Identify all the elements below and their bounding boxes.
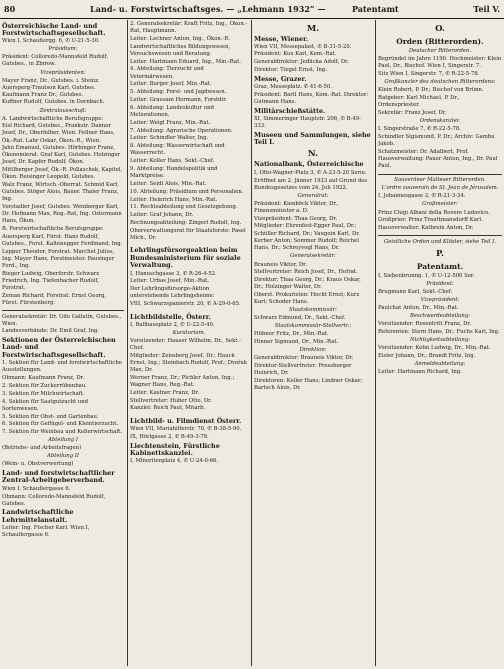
entry-text: Direktor: Tiegel Ernst, Ing. xyxy=(254,67,328,74)
entry-text: Kerber Anton; Sommer Rudolf; Reichel Hans, Dr.; Schreyvogl Hans, Dr. xyxy=(254,238,359,252)
entry-text: Leiter: Lechner Anton, Ing., Ökon.-R. xyxy=(130,35,230,42)
entry-text: Der Lehrlingsfürsorge-Aktion unterstehende Lehrlingsheime: xyxy=(130,286,215,300)
entry-text: 1. Sektion für Land- und forstwirtschaftliche Ausstellungen. xyxy=(2,360,122,374)
column-4 xyxy=(376,21,504,665)
entry-text: Schwarz Edmund, Dr., Sekt.-Chef. xyxy=(254,315,346,322)
entry-text: Schindler Sigismund, P. Dr.; Archiv: Gambu Jakob. xyxy=(378,133,495,147)
entry-text: Eisler Johann, Dr.; Brandl Fritz, Ing. xyxy=(378,353,476,360)
entry-text: Vorstadler Josef, Gutsbes. Weinberger Karl, Dr. Hofmann Max, Reg.-Rat, Ing. Ostermann Hans, Ökon. xyxy=(2,204,122,225)
entry-text: Vorsitzender: Rosentritt Franz, Dr. xyxy=(378,321,472,328)
entry-text: Obmann: Colloredo-Mannsfeld Rudolf, Gutsbes. xyxy=(2,493,106,507)
entry-text: Präsident: Bartl Hans, Kom.-Rat. Direktor: Gutmann Hans. xyxy=(254,91,369,105)
entry-text: Leiter: Hartmann Eduard, Ing., Min.-Rat. xyxy=(130,58,241,65)
entry-subheading: Ordenskanzlei: xyxy=(419,117,461,124)
entry-text: Wien VII, Messepalast, ✆ B-31-5-20. Präsident: Kux Karl, Kom.-Rat. xyxy=(254,44,352,58)
entry-subheading: Anmeldeabteilung: xyxy=(414,361,466,368)
entry-text: Brugmann Karl, Sekt.-Chef. xyxy=(378,289,453,296)
letter-heading: O. xyxy=(435,24,445,34)
divider xyxy=(378,235,502,236)
entry-subheading: Kuratorium. xyxy=(172,329,206,336)
entry-text: Auersperg Karl, Fürst. Hans Rudolf, Gutsbes., Forst. Kaltenegger Ferdinand, Ing. xyxy=(2,233,123,247)
entry-text: I, Hanuschgasse 3, ✆ R-26-4-52. xyxy=(130,270,217,277)
entry-text: Stellvertreter: Huber Otto, Dr. xyxy=(130,397,212,404)
entry-text: 10. Abteilung: Präsidium und Personalien. xyxy=(130,188,244,195)
entry-text: Kanzlei: Reich Paul, Mitarb. xyxy=(130,405,206,412)
entry-subheading: Präsident: xyxy=(426,281,454,288)
entry-text: I, Johannesgasse 2, ✆ R-21-3-34. xyxy=(378,193,466,200)
entry-text: Direktor-Stellvertreter: Pressburger Heinrich, Dr. xyxy=(254,363,352,377)
column-3 xyxy=(252,21,374,665)
entry-heading: Lehrlingsfürsorgeaktion beim Bundesministerium für soziale Verwaltung. xyxy=(130,246,241,270)
entry-text: Vorsitzender: Kohn Ludwig, Dr., Min.-Rat. xyxy=(378,345,491,352)
entry-text: I, Ballhausplatz 2, ✆ U-22-5-40. xyxy=(130,321,215,328)
entry-text: Leiter: Schindler Walter, Ing. xyxy=(130,135,209,142)
entry-heading: Nationalbank, Österreichische xyxy=(254,160,364,169)
entry-text: Eröffnet am 2. Jänner 1923 auf Grund des Bundesgesetzes vom 24. Juli 1922. xyxy=(254,177,368,191)
letter-heading: N. xyxy=(307,149,319,160)
entry-text: Präsident: Kienböck Viktor, Dr., Finanzminister a. D. xyxy=(254,200,339,214)
entry-text: Leiter: Seidl Alois, Min.-Rat. xyxy=(130,180,207,187)
entry-text: 9. Abteilung: Handelspolitik und Marktpreise. xyxy=(130,166,218,180)
entry-text: Referenten: Stern Hans, Dr.; Fuchs Karl, Ing. xyxy=(378,329,500,336)
volume-label: Teil V. xyxy=(473,4,500,14)
entry-heading: Sektionen der Österreichischen Land- und Forstwirtschaftsgesellschaft. xyxy=(2,336,116,359)
page-header xyxy=(0,0,504,19)
entry-subheading: Deutscher Ritterorden. xyxy=(408,48,472,54)
entry-text: Mayer Franz, Dr., Gutsbes. i. Steinz. Auersperg-Trautson Karl, Gutsbes. Kaufmann Franz Dr., Gutsbes. xyxy=(2,77,100,98)
entry-heading: Lichtbild- u. Filmdienst Österr. xyxy=(130,416,242,425)
entry-text: A. Landwirtschaftliche Berufsgruppe: xyxy=(2,115,104,122)
section-heading: Orden (Ritterorden). xyxy=(396,37,484,46)
entry-text: Leiter: Koller Hans, Sekt.-Chef. xyxy=(130,158,215,165)
entry-text: VIII, Schwarzspanierstr. 20, ✆ A-29-0-65. xyxy=(130,301,241,308)
entry-text: (Wein- u. Obstverwertung) xyxy=(2,461,74,468)
entry-text: Lepper Theodor, Forstrat. Marchet Julius, Ing. Mayer Hans, Forstmeister. Pausinger Ferd., Ing. xyxy=(2,248,115,269)
entry-heading: Museen und Sammlungen, siehe Teil I. xyxy=(254,130,371,146)
entry-text: Paulchat Anton, Dr., Min.-Rat. xyxy=(378,305,459,312)
entry-subheading: Nichtigkeitsabteilung: xyxy=(409,337,470,344)
entry-text: Klein Robert, P. Dr.; Bischof von Brünn. xyxy=(378,87,484,94)
entry-text: Landesverbände: Dr. Emil Graf, Ing. xyxy=(2,328,100,335)
entry-text: B. Forstwirtschaftliche Berufsgruppe: xyxy=(2,226,104,233)
entry-heading: Liechtenstein, Fürstliche Kabinettskanzlei. xyxy=(130,441,220,457)
entry-heading: Messe, Grazer. xyxy=(254,74,307,83)
entry-subheading: Großkanzler des deutschen Ritterordens: xyxy=(384,78,496,85)
column-1 xyxy=(0,21,126,665)
entry-text: 6. Sektion für Geflügel- und Kleintierzucht. xyxy=(2,421,119,428)
entry-text: I, Singerstraße 7, ✆ R-22-5-78. xyxy=(378,125,461,132)
entry-subheading: Vizepräsident: xyxy=(420,297,460,304)
entry-text: XI, Simmeringer Hauptstr. 206, ✆ B-49-333. xyxy=(254,115,361,129)
running-title: Land- u. Forstwirtschaftsges. — „Lehmann 1932“ — xyxy=(90,4,326,14)
entry-subheading: Generalrat: xyxy=(297,192,329,199)
letter-heading: P. xyxy=(436,249,444,260)
entry-text: Oberst. Prokuristen: Hecht Ernst; Kurz Karl; Schoder Hans. xyxy=(254,292,360,306)
entry-text: Sekretär: Franz Josef, Dr. xyxy=(378,109,447,116)
entry-subheading: Präsidium: xyxy=(48,46,78,53)
entry-subheading: Geistliche Orden und Klöster, siehe Teil I. xyxy=(384,239,496,246)
spacer xyxy=(130,309,248,312)
entry-text: Direktoren: Keller Hans; Lindner Oskar; Bartsch Alois, Dr. xyxy=(254,377,363,392)
entry-heading: Österreichische Land- und Forstwirtschaftsgesellschaft. xyxy=(2,21,106,37)
entry-text: Leiter: Kastner Franz, Dr. xyxy=(130,389,200,396)
letter-heading: M. xyxy=(306,24,320,34)
entry-text: 2. Sektion für Zuckerrübenbau. xyxy=(2,382,87,389)
entry-text: Leiter: Weigl Franz, Min.-Rat. xyxy=(130,119,211,126)
entry-heading: Lichtbildstelle, Österr. xyxy=(130,312,211,321)
entry-subheading: Vizepräsidenten: xyxy=(40,69,86,76)
entry-text: Mittlberger Josef, Ök.-R. Pollaschek, Kapitel, Ökon. Reisinger Leopold, Gutsbes. xyxy=(2,167,123,181)
entry-heading: Land- und forstwirtschaftlicher Zentral-Arbeitgeberverband. xyxy=(2,468,115,485)
entry-text: Vorsitzender: Hauser Wilhelm, Dr., Sekt.-Chef. xyxy=(130,338,241,352)
entry-text: Vizepräsident: Thaa Georg, Dr. xyxy=(254,215,338,222)
entry-text: Leiter: Heinrich Hans, Min.-Rat. xyxy=(130,196,218,203)
entry-text: I, Otto-Wagner-Platz 3, ✆ A-23-5-20 Serie. xyxy=(254,169,367,176)
entry-text: Wien VII, Mariahilferstr. 70, ✆ B-38-5-90. xyxy=(130,426,242,433)
entry-text: 2. Generalsekretär: Kraft Fritz, Ing., Ökon.-Rat, Hauptmann. xyxy=(130,21,248,35)
entry-subheading: Souveräner Malteser Ritterorden. xyxy=(394,177,486,184)
entry-heading: Militärschießstätte. xyxy=(254,106,326,115)
entry-text: Präsident: Colloredo-Mannsfeld Rudolf, Gutsbes., in Zbirow. xyxy=(2,54,109,68)
entry-text: I, Siebenbrunng. 1, ✆ U-12-500 Ser. xyxy=(378,273,475,280)
entry-text: Hinner Sigmund, Dr., Min.-Rat. xyxy=(254,339,339,346)
entry-text: Zeman Richard, Forstrat. Ernst Georg, Fürst. Fürstenberg. xyxy=(2,292,107,306)
entry-subheading: Abteilung II xyxy=(47,453,79,460)
section-title: Patentamt xyxy=(352,4,399,14)
entry-text: 4. Abteilung: Tierzucht und Veterinärwesen. xyxy=(130,66,204,80)
entry-text: Walz Franz, Wirtsch.-Oberrat. Schmid Karl, Gutsbes. Stöger Alois, Bauer. Thaler Franz, Ing. xyxy=(2,182,119,203)
entry-text: Brauneis Viktor, Dr. xyxy=(254,261,307,268)
entry-subheading: Zentralausschuß: xyxy=(39,107,87,114)
entry-text: Begründet im Jahre 1190. Hochmeister: Klein Paul, Dr., Bischof. Wien I, Singerstr. 7. xyxy=(378,56,502,70)
entry-text: Mitglieder: Ehrenfest-Egger Paul, Dr.; Schüller Richard, Dr.; Vaugoin Karl, Dr. xyxy=(254,223,360,237)
entry-heading: Messe, Wiener. xyxy=(254,35,309,43)
entry-text: (Betriebs- und Arbeitsfragen) xyxy=(2,445,82,452)
entry-text: 5. Abteilung: Forst- und Jagdwesen. xyxy=(130,89,227,96)
entry-text: Rieger Ludwig, Oberforstr. Schwarz Friedrich, Ing. Tiefenbacher Rudolf, Forstrat. xyxy=(2,270,100,291)
section-heading: Patentamt. xyxy=(416,262,464,272)
entry-text: Mitglieder: Zeissberg Josef, Dr.; Hauck Ernst, Ing.; Steinbach Rudolf, Prof.; Dvořak Max, Dr. xyxy=(130,352,248,374)
entry-text: Ratgeber: Karl Michael, P. Dr., Ordenspriester. xyxy=(378,94,460,108)
entry-text: Werner Franz, Dr.; Pichler Anton, Ing.; Wagner Hans, Reg.-Rat. xyxy=(130,374,235,388)
entry-text: Großprior: Prinz Trauttmansdorff Karl. xyxy=(378,217,483,224)
entry-text: Hausverwaltung: Pauer Anton, Ing., Dr. Paul Paul. xyxy=(378,156,498,170)
column-2 xyxy=(128,21,250,665)
divider xyxy=(2,310,124,311)
entry-text: Hausverwalter: Kathrein Anton, Dr. xyxy=(378,225,474,232)
entry-text: 7. Sektion für Weinbau und Kellerwirtschaft. xyxy=(2,429,123,436)
entry-text: Wien I, Schauflergg. 6, ✆ U-21-5-30. xyxy=(2,38,100,45)
entry-subheading: Direktion: xyxy=(299,347,327,354)
spacer xyxy=(130,413,248,416)
entry-text: Leiter: Burger Josef, Min.-Rat. xyxy=(130,81,212,88)
entry-subheading: Abteilung I xyxy=(48,437,78,444)
entry-text: Prinz Chigi Albani della Rovere Ludovico. xyxy=(378,209,490,216)
entry-text: Leiter: Graf Johann, Dr. xyxy=(130,212,194,219)
entry-text: 11. Rechtsabteilung und Gesetzgebung. xyxy=(130,204,238,211)
entry-text: Wien I, Schauflergasse 6. xyxy=(2,485,71,492)
entry-subheading: Staatskommissär: xyxy=(289,307,337,314)
entry-text: Generaldirektor: Brauneis Viktor, Dr. xyxy=(254,355,354,362)
page-number: 80 xyxy=(4,4,16,14)
entry-text: Rechnungsabteilung: Zingerl Rudolf, Ing. xyxy=(130,220,242,227)
entry-text: Direktor: Thaa Georg, Dr.; Kraus Oskar, Dr.; Holzinger Walter, Dr. xyxy=(254,277,361,291)
entry-text: Graz, Messeplatz. ✆ 41-6-50. xyxy=(254,84,332,91)
entry-text: 3. Sektion für Milchwirtschaft. xyxy=(2,390,85,397)
entry-subheading: Staatskommissär-Stellvertr.: xyxy=(274,323,352,330)
entry-text: Jahn Emanuel, Gutsbes. Hörbinger Franz, Ökonomierat. Graf Karl, Gutsbes. Holzinger Josef, Dr. Kapfer Rudolf, Ökon. xyxy=(2,145,121,166)
entry-text: 4. Sektion für Saatgutzucht und Sortenwesen. xyxy=(2,398,89,412)
entry-text: Eisl Richard, Gutsbes., Prankstr. Danner Josef, Dr., Oberfelber, Wien. Fellner Hans, Ök.-Rat. Lahr Oskar, Ökon.-R., Wien. xyxy=(2,123,115,144)
entry-subheading: Generalsekretär: xyxy=(290,253,336,260)
entry-subheading: Großmeister: xyxy=(422,201,458,208)
entry-text: Kuffner Rudolf, Gutsbes. in Dornbach. xyxy=(2,99,105,106)
entry-subheading: Beschwerdeabteilung: xyxy=(409,313,471,320)
divider xyxy=(378,174,502,175)
entry-subheading: L'ordre souverain de St. Jean de Jérusalem. xyxy=(381,185,499,192)
entry-text: Leiter: Urbas Josef, Min.-Rat. xyxy=(130,278,209,285)
entry-text: 8. Abteilung: Wasserwirtschaft und Wasserrecht. xyxy=(130,143,225,157)
entry-heading: Landwirtschaftliche Lehrmittelanstalt. xyxy=(2,508,74,524)
entry-text: 6. Abteilung: Landeskultur und Meliorationen. xyxy=(130,104,214,118)
entry-text: IX, Hörlgasse 2, ✆ B-49-3-78. xyxy=(130,434,209,441)
entry-text: Obmann: Kaufmann Franz, Dr. xyxy=(2,375,85,382)
entry-text: Schatzmeister: Dr. Adalbert, Prof. xyxy=(378,148,469,155)
entry-text: I, Minoritenplatz 4, ✆ U-24-0-66. xyxy=(130,458,219,465)
entry-text: Stellvertreter: Reich Josef, Dr., Hofrat. xyxy=(254,269,358,276)
entry-text: Generaldirektor: Jedlicka Adolf, Dr. xyxy=(254,59,349,66)
entry-text: Oberverwaltungsrat für Staatsforste: Pasel Mich., Dr. xyxy=(130,228,246,242)
entry-text: 5. Sektion für Obst- und Gartenbau. xyxy=(2,413,99,420)
entry-text: Generalsekretär: Dr. Udo Gallatin, Gutsbes., Wien. xyxy=(2,313,122,327)
entry-text: Hübner Fritz, Dr., Min.-Rat. xyxy=(254,331,329,338)
entry-text: Leiter: Grausam Hermann, Forstdir. xyxy=(130,97,227,104)
entry-text: Leiter: Ing. Fischer Karl. Wien I, Schauflergasse 6. xyxy=(2,525,90,539)
entry-text: Leiter: Hartmann Richard, Ing. xyxy=(378,369,462,376)
entry-text: 7. Abteilung: Agrarische Operationen. xyxy=(130,127,233,134)
entry-text: Landwirtschaftliches Bildungswesen, Versuchswesen und Beratung. xyxy=(130,43,231,57)
entry-text: Sitz Wien I, Singerstr. 7, ✆ R-22-5-78. xyxy=(378,70,480,77)
